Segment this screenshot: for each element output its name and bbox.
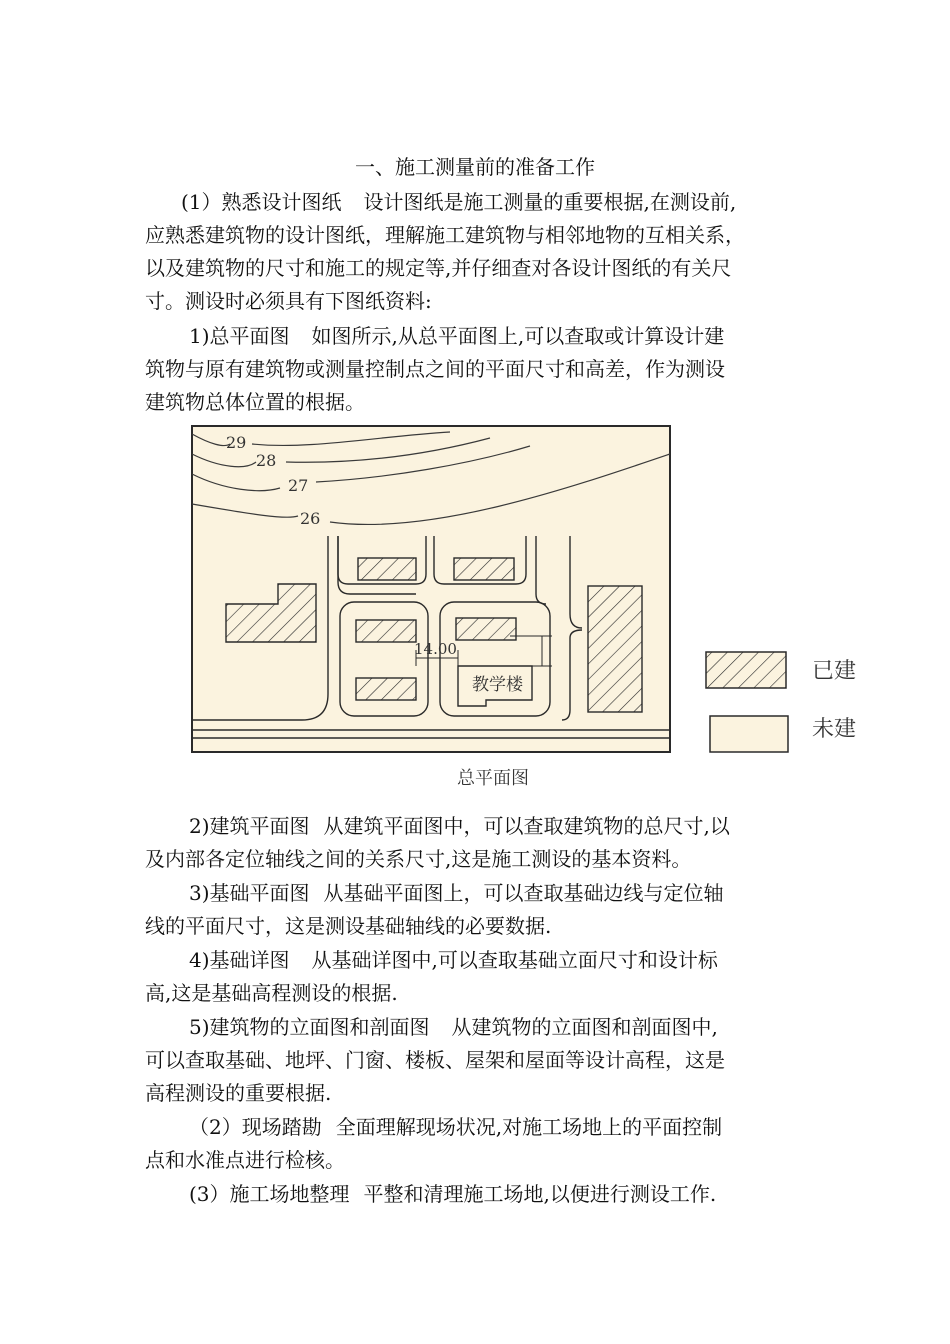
section-1-line: 以及建筑物的尺寸和施工的规定等,并仔细查对各设计图纸的有关尺 [145,256,732,280]
legend-built-swatch [706,652,786,688]
item-2-heading: 2)建筑平面图 [189,814,310,838]
item-4-line: 高,这是基础高程测设的根据. [145,981,398,1005]
item-5-paragraph [145,1011,810,1110]
built-building [588,586,642,712]
item-2-line: 及内部各定位轴线之间的关系尺寸,这是施工测设的基本资料。 [145,847,692,871]
item-4-heading: 4)基础详图 [189,948,290,972]
item-2-line: 从建筑平面图中，可以查取建筑物的总尺寸,以 [323,814,730,838]
figure-legend [700,648,792,758]
section-3-paragraph [145,1178,810,1211]
legend-planned-swatch [710,716,788,752]
built-building [358,558,416,580]
section-1-line: 应熟悉建筑物的设计图纸，理解施工建筑物与相邻地物的互相关系， [145,223,745,247]
section-1-line: 寸。测设时必须具有下图纸资料: [145,289,432,313]
figure-caption: 总平面图 [457,768,529,789]
section-2-paragraph [145,1111,810,1177]
building-label: 教学楼 [472,675,523,695]
item-1-line: 如图所示,从总平面图上,可以查取或计算设计建 [311,324,725,348]
dimension-label: 14.00 [414,640,457,658]
item-3-line: 线的平面尺寸，这是测设基础轴线的必要数据. [145,914,552,938]
item-5-line: 高程测设的重要根据. [145,1081,332,1105]
legend-planned-label: 未建 [812,717,857,742]
built-building [454,558,514,580]
item-3-paragraph [145,877,810,943]
item-4-line: 从基础详图中,可以查取基础立面尺寸和设计标 [311,948,718,972]
item-1-line: 建筑物总体位置的根据。 [145,390,365,414]
contour-label: 28 [256,451,277,470]
item-5-line: 可以查取基础、地坪、门窗、楼板、屋架和屋面等设计高程，这是 [145,1048,725,1072]
section-2-line: 全面理解现场状况,对施工场地上的平面控制 [335,1115,723,1139]
section-1-paragraph [145,186,810,318]
item-4-paragraph [145,944,810,1010]
section-1-line: 设计图纸是施工测量的重要根据,在测设前, [363,190,737,214]
item-5-line: 从建筑物的立面图和剖面图中, [451,1015,718,1039]
item-1-paragraph [145,320,810,419]
section-2-heading: （2）现场踏勘 [189,1115,322,1139]
legend-built-label: 已建 [812,659,857,684]
item-2-paragraph [145,810,810,876]
contour-label: 27 [288,476,309,495]
section-3-line: 平整和清理施工场地,以便进行测设工作. [363,1182,717,1206]
section-1-heading: (1）熟悉设计图纸 [181,190,342,214]
section-2-line: 点和水准点进行检核。 [145,1148,345,1172]
contour-label: 29 [226,433,247,452]
built-building [356,620,416,642]
item-5-heading: 5)建筑物的立面图和剖面图 [189,1015,430,1039]
item-3-heading: 3)基础平面图 [189,881,310,905]
page-title: 一、施工测量前的准备工作 [355,155,595,179]
site-plan-figure [190,424,674,756]
section-3-heading: (3）施工场地整理 [189,1182,350,1206]
item-1-line: 筑物与原有建筑物或测量控制点之间的平面尺寸和高差，作为测设 [145,357,725,381]
item-3-line: 从基础平面图上，可以查取基础边线与定位轴 [323,881,724,905]
item-1-heading: 1)总平面图 [189,324,290,348]
built-building [356,678,416,700]
built-building [456,618,516,640]
contour-label: 26 [300,509,321,528]
